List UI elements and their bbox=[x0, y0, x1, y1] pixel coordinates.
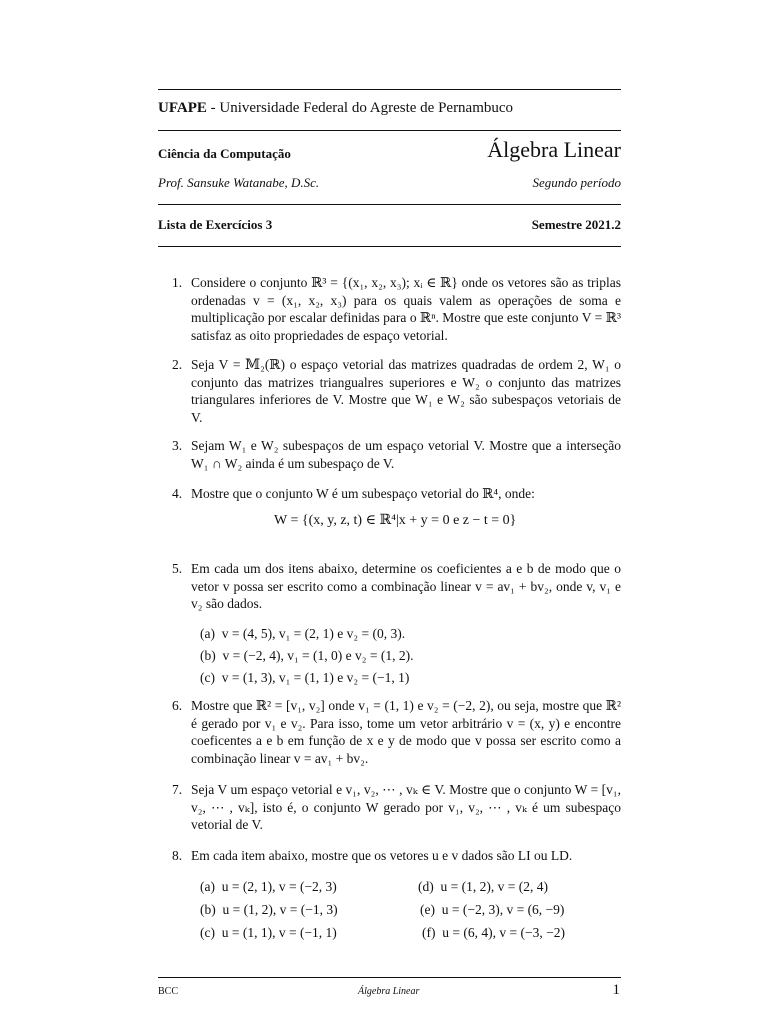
institution bbox=[158, 100, 513, 117]
item-text: u = (2, 1), v = (−2, 3) bbox=[221, 879, 337, 894]
exercise-text: Considere o conjunto ℝ³ = {(x₁, x₂, x₃); xᵢ ∈ ℝ} onde os vetores são as triplas ordenadas v = (x₁, x₂, x₃) para os quais valem as operações de soma e multiplicação por escalar definidas para o ℝⁿ. Mostre que este conjunto V = ℝ³ satisfaz as oito propriedades de espaço vetorial. bbox=[191, 275, 621, 343]
item-8d bbox=[418, 878, 548, 896]
footer-rule bbox=[158, 977, 621, 978]
course-name: Ciência da Computação bbox=[158, 146, 291, 161]
semester-label: Semestre 2021.2 bbox=[531, 217, 621, 232]
item-text: u = (1, 2), v = (−1, 3) bbox=[222, 902, 338, 917]
period-label: Segundo período bbox=[532, 175, 621, 190]
exercise-4 bbox=[172, 485, 621, 503]
item-text: v = (4, 5), v₁ = (2, 1) e v₂ = (0, 3). bbox=[221, 626, 406, 641]
exercise-text: Sejam W₁ e W₂ subespaços de um espaço vetorial V. Mostre que a interseção W₁ ∩ W₂ ainda é um subespaço de V. bbox=[191, 438, 621, 471]
item-text: u = (6, 4), v = (−3, −2) bbox=[442, 925, 565, 940]
exercise-text: Mostre que ℝ² = [v₁, v₂] onde v₁ = (1, 1) e v₂ = (−2, 2), ou seja, mostre que ℝ² é gerado por v₁ e v₂. Para isso, tome um vetor arbitrário v = (x, y) e encontre coeficentes a e b em função de x e y de modo que v possa ser escrito como a combinação linear v = av₁ + bv₂. bbox=[191, 698, 621, 766]
exercise-text: Seja V um espaço vetorial e v₁, v₂, ⋯ , vₖ ∈ V. Mostre que o conjunto W = [v₁, v₂, ⋯ , vₖ], isto é, o conjunto W gerado por v₁, v₂, ⋯ , vₖ é um subespaço vetorial de V. bbox=[191, 782, 621, 832]
item-label: (a) bbox=[200, 879, 215, 894]
exercise-2 bbox=[172, 356, 621, 426]
item-label: (c) bbox=[200, 925, 215, 940]
exercise-number: 1. bbox=[172, 275, 183, 290]
item-label: (d) bbox=[418, 879, 434, 894]
page-number: 1 bbox=[612, 982, 620, 998]
exercise-7 bbox=[172, 781, 621, 834]
exercise-3 bbox=[172, 437, 621, 472]
exercise-6 bbox=[172, 697, 621, 767]
item-text: v = (1, 3), v₁ = (1, 1) e v₂ = (−1, 1) bbox=[221, 670, 410, 685]
exercise-text: Em cada um dos itens abaixo, determine os coeficientes a e b de modo que o vetor v possa ser escrito como a combinação linear v = av₁ + bv₂, onde v, v₁ e v₂ são dados. bbox=[191, 561, 621, 611]
exercise-number: 5. bbox=[172, 561, 183, 576]
list-title: Lista de Exercícios 3 bbox=[158, 217, 273, 232]
exercise-5 bbox=[172, 560, 621, 613]
exercise-text: Seja V = 𝕄₂(ℝ) o espaço vetorial das matrizes quadradas de ordem 2, W₁ o conjunto das matrizes triangualres superiores e W₂ o conjunto das matrizes triangulares inferiores de V. Mostre que W₁ e W₂ são subespaços vetoriais de V. bbox=[191, 357, 621, 425]
institution-acronym: UFAPE bbox=[158, 100, 207, 116]
professor-name: Prof. Sansuke Watanabe, D.Sc. bbox=[158, 175, 320, 190]
header-rule-1 bbox=[158, 130, 621, 131]
institution-name: - Universidade Federal do Agreste de Pernambuco bbox=[206, 100, 514, 116]
exercise-number: 2. bbox=[172, 357, 183, 372]
header-rule-3 bbox=[158, 246, 621, 247]
exercise-number: 8. bbox=[172, 848, 183, 863]
item-text: v = (−2, 4), v₁ = (1, 0) e v₂ = (1, 2). bbox=[222, 648, 414, 663]
exercise-number: 4. bbox=[172, 486, 183, 501]
item-label: (c) bbox=[200, 670, 215, 685]
item-label: (b) bbox=[200, 902, 216, 917]
item-5c bbox=[200, 669, 620, 687]
item-label: (b) bbox=[200, 648, 216, 663]
item-8a bbox=[200, 878, 337, 896]
exercise-number: 7. bbox=[172, 782, 183, 797]
exercise-text: Em cada item abaixo, mostre que os vetores u e v dados são LI ou LD. bbox=[191, 848, 573, 863]
exercise-1 bbox=[172, 274, 621, 344]
item-text: u = (1, 1), v = (−1, 1) bbox=[221, 925, 337, 940]
item-5a bbox=[200, 625, 620, 643]
exercise-text: Mostre que o conjunto W é um subespaço vetorial do ℝ⁴, onde: bbox=[191, 486, 535, 501]
item-text: u = (1, 2), v = (2, 4) bbox=[440, 879, 548, 894]
item-text: u = (−2, 3), v = (6, −9) bbox=[441, 902, 565, 917]
item-5b bbox=[200, 647, 620, 665]
footer-center: Álgebra Linear bbox=[358, 986, 420, 997]
item-label: (f) bbox=[422, 925, 436, 940]
subject-title: Álgebra Linear bbox=[487, 137, 621, 162]
item-label: (e) bbox=[420, 902, 435, 917]
footer-left: BCC bbox=[158, 986, 179, 997]
exercise-number: 3. bbox=[172, 438, 183, 453]
item-8c bbox=[200, 924, 337, 942]
item-label: (a) bbox=[200, 626, 215, 641]
equation-w: W = {(x, y, z, t) ∈ ℝ⁴|x + y = 0 e z − t = 0} bbox=[274, 513, 517, 528]
item-8f bbox=[422, 924, 565, 942]
exercise-number: 6. bbox=[172, 698, 183, 713]
item-8e bbox=[420, 901, 564, 919]
exercise-8 bbox=[172, 847, 621, 865]
top-rule bbox=[158, 89, 621, 90]
item-8b bbox=[200, 901, 338, 919]
header-rule-2 bbox=[158, 204, 621, 205]
